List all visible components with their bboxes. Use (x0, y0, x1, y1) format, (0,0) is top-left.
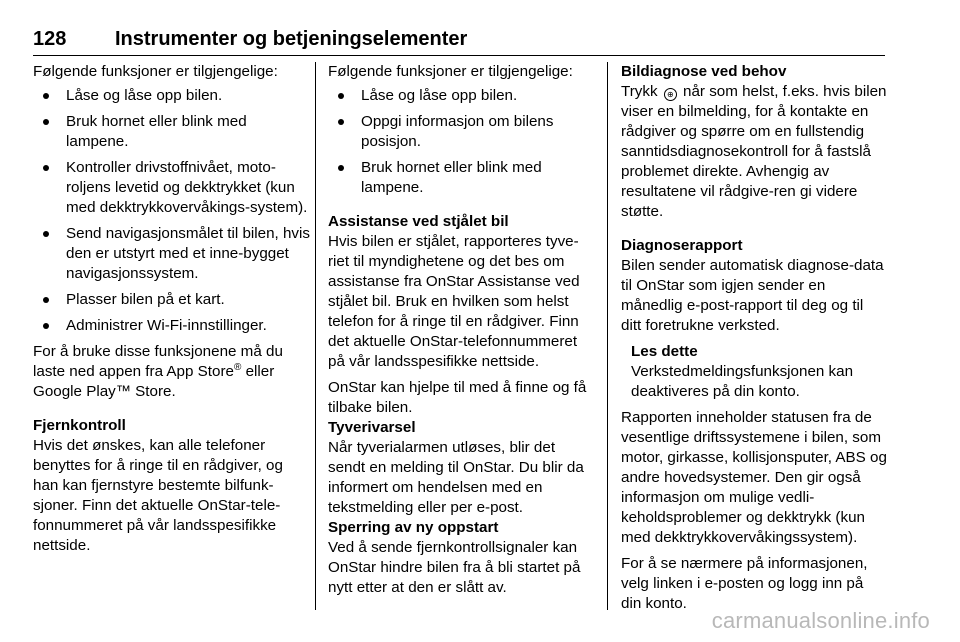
report-paragraph-2: Rapporten inneholder statusen fra de vesentlige driftssystemene i bilen, som motor, girkasse, kollisjonsputer, ABS og andre hovedsystemer. Den gir også informasjon om mulige vedli-keholdsproblemer og dekktrykk (kun med dekktrykkovervåkingssystem). (621, 409, 887, 546)
report-paragraph: Bilen sender automatisk diagnose-data til OnStar som igjen sender en månedlig e-post-rapport til deg og til ditt foretrukne verksted. (621, 257, 884, 334)
section-heading-alarm: Tyverivarsel (328, 419, 416, 436)
diagnosis-paragraph (621, 82, 887, 222)
section-heading-remote: Fjernkontroll (33, 417, 126, 434)
list-item: Bruk hornet eller blink med lampene. (33, 112, 311, 152)
section-heading-diagnosis: Bildiagnose ved behov (621, 63, 787, 80)
column-2 (328, 62, 594, 604)
page-header (33, 28, 467, 52)
header-rule (33, 55, 885, 56)
list-item: Plasser bilen på et kart. (33, 290, 311, 310)
note-box (621, 342, 887, 402)
alarm-paragraph: Når tyverialarmen utløses, blir det sendt en melding til OnStar. Du blir da informert om hendelsen med en tekstmelding eller per e-post. (328, 439, 584, 516)
watermark: carmanualsonline.info (711, 608, 930, 633)
list-item: Administrer Wi-Fi-innstillinger. (33, 316, 311, 336)
theft-paragraph-2: OnStar kan hjelpe til med å finne og få tilbake bilen. (328, 379, 587, 416)
onstar-button-icon: ⊕ (664, 88, 677, 101)
column-divider-1 (315, 62, 316, 610)
report-paragraph-3: For å se nærmere på informasjonen, velg linken i e-posten og logg inn på din konto. (621, 555, 868, 612)
diagnosis-text-after: når som helst, f.eks. hvis bilen viser en bilmelding, for å kontakte en rådgiver og spørre om en fullstendig sanntidsdiagnosekontroll for å fastslå problemet direkte. Avhengig av resultatene vil rådgive-ren gi videre støtte. (621, 83, 887, 220)
note-text: Verkstedmeldingsfunksjonen kan deaktiveres på din konto. (631, 363, 854, 400)
app-paragraph (33, 342, 311, 402)
section-heading-report: Diagnoserapport (621, 237, 743, 254)
section-heading-theft: Assistanse ved stjålet bil (328, 213, 509, 230)
list-item: Kontroller drivstoffnivået, moto-roljens levetid og dekktrykket (kun med dekktrykkovervåkings-system). (33, 158, 311, 218)
note-heading: Les dette (631, 343, 698, 360)
block-paragraph: Ved å sende fjernkontrollsignaler kan OnStar hindre bilen fra å bli startet på nytt etter at den er slått av. (328, 539, 581, 596)
column-divider-2 (607, 62, 608, 610)
column-3 (621, 62, 887, 620)
spacer (328, 204, 594, 212)
page-number: 128 (33, 28, 67, 50)
list-item: Låse og låse opp bilen. (328, 86, 594, 106)
app-text-after: eller Google Play™ Store. (33, 363, 275, 400)
list-item: Oppgi informasjon om bilens posisjon. (328, 112, 594, 152)
page-title: Instrumenter og betjeningselementer (115, 28, 468, 50)
theft-paragraph: Hvis bilen er stjålet, rapporteres tyve-riet til myndighetene og det bes om assistanse fra OnStar Assistanse ved stjålet bil. Bruk en hvilken som helst telefon for å ringe til en rådgiver. Finn det aktuelle OnStar-telefonnummeret på vår landsspesifikke nettside. (328, 233, 580, 370)
feature-list (33, 86, 311, 336)
diagnosis-text-before: Trykk (621, 83, 658, 100)
feature-list (328, 86, 594, 198)
list-item: Send navigasjonsmålet til bilen, hvis den er utstyrt med et inne-bygget navigasjonssystem. (33, 224, 311, 284)
remote-paragraph: Hvis det ønskes, kan alle telefoner benyttes for å ringe til en rådgiver, og han kan fjernstyre bestemte bilfunk-sjoner. Finn det aktuelle OnStar-tele-fonnummeret på vår landsspesifikke nettside. (33, 437, 283, 554)
intro-text: Følgende funksjoner er tilgjengelige: (328, 63, 573, 80)
list-item: Låse og låse opp bilen. (33, 86, 311, 106)
intro-text: Følgende funksjoner er tilgjengelige: (33, 63, 278, 80)
app-text-before: For å bruke disse funksjonene må du laste ned appen fra App Store (33, 343, 283, 380)
section-heading-block: Sperring av ny oppstart (328, 519, 499, 536)
column-1 (33, 62, 311, 562)
list-item: Bruk hornet eller blink med lampene. (328, 158, 594, 198)
registered-mark: ® (233, 361, 242, 373)
